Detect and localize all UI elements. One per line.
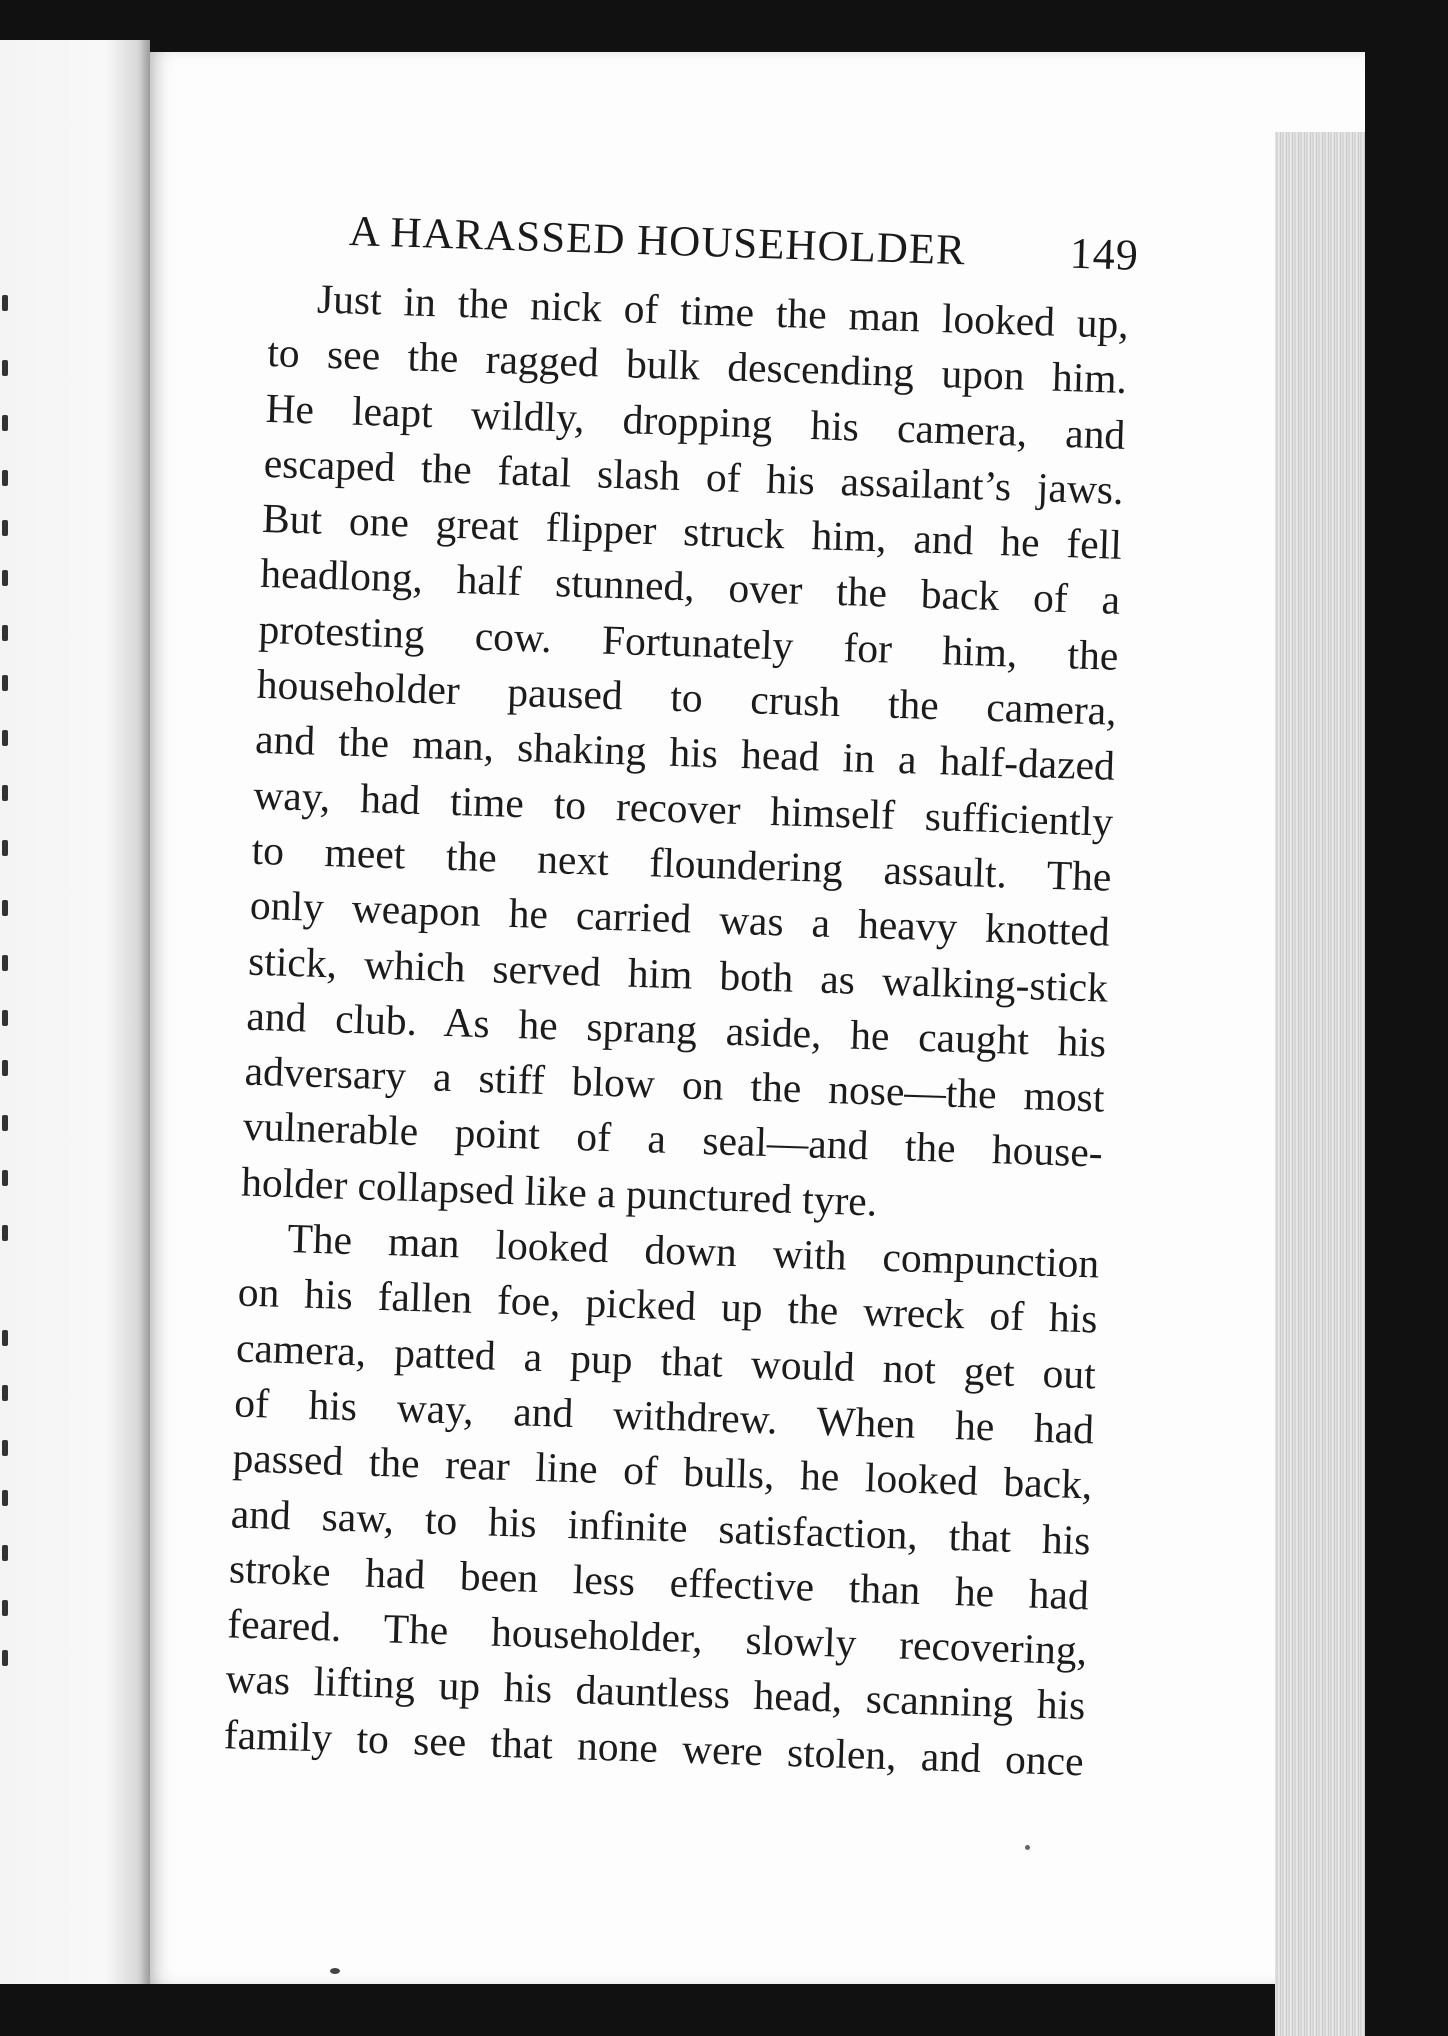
text-line: protesting cow. Fortunately for him, the xyxy=(258,605,1120,679)
text-line: The man looked down with compunction xyxy=(286,1215,1100,1287)
text-line: was lifting up his dauntless head, scanning his xyxy=(225,1655,1087,1729)
text-line: passed the rear line of bulls, he looked back, xyxy=(231,1434,1093,1508)
text-line: escaped the fatal slash of his assailant’s jaws. xyxy=(263,439,1125,513)
text-line: to see the ragged bulk descending upon him. xyxy=(266,329,1128,403)
text-line: holder collapsed like a punctured tyre. xyxy=(240,1158,878,1225)
text-line: and club. As he sprang aside, he caught his xyxy=(245,992,1107,1066)
text-line: But one great flipper struck him, and he fell xyxy=(261,495,1123,569)
paper-speck xyxy=(1025,1845,1030,1850)
text-line: family to see that none were stolen, and once xyxy=(223,1711,1085,1784)
text-line: and saw, to his infinite satisfaction, that his xyxy=(230,1489,1092,1563)
running-title: A HARASSED HOUSEHOLDER xyxy=(348,207,967,275)
page-number: 149 xyxy=(1069,228,1140,280)
facing-page-edge xyxy=(0,40,150,1984)
text-line: on his fallen foe, picked up the wreck of his xyxy=(237,1268,1099,1342)
text-line: way, had time to recover himself sufficiently xyxy=(252,771,1114,845)
text-line: vulnerable point of a seal—and the house- xyxy=(242,1103,1104,1177)
text-line: to meet the next floundering assault. The xyxy=(251,826,1113,900)
facing-page-text-fragments xyxy=(0,40,20,1984)
text-line: stroke had been less effective than he had xyxy=(228,1545,1090,1619)
text-line: adversary a stiff blow on the nose—the most xyxy=(244,1047,1106,1121)
text-line: and the man, shaking his head in a half-dazed xyxy=(254,716,1116,790)
text-line: feared. The householder, slowly recovering, xyxy=(226,1600,1088,1674)
text-line: Just in the nick of time the man looked up, xyxy=(316,275,1130,347)
page-block-edge xyxy=(1275,132,1365,2036)
body-text xyxy=(223,270,1129,1789)
text-line: of his way, and withdrew. When he had xyxy=(233,1379,1095,1453)
paper-speck xyxy=(330,1968,340,1974)
text-line: camera, patted a pup that would not get out xyxy=(235,1324,1097,1398)
paragraph-1 xyxy=(240,270,1129,1237)
text-line: He leapt wildly, dropping his camera, and xyxy=(264,384,1126,458)
text-line: householder paused to crush the camera, xyxy=(256,660,1118,734)
text-line: stick, which served him both as walking-stick xyxy=(247,937,1109,1011)
paragraph-2 xyxy=(223,1210,1100,1790)
text-line: headlong, half stunned, over the back of a xyxy=(259,550,1121,624)
text-line: only weapon he carried was a heavy knotted xyxy=(249,881,1111,955)
